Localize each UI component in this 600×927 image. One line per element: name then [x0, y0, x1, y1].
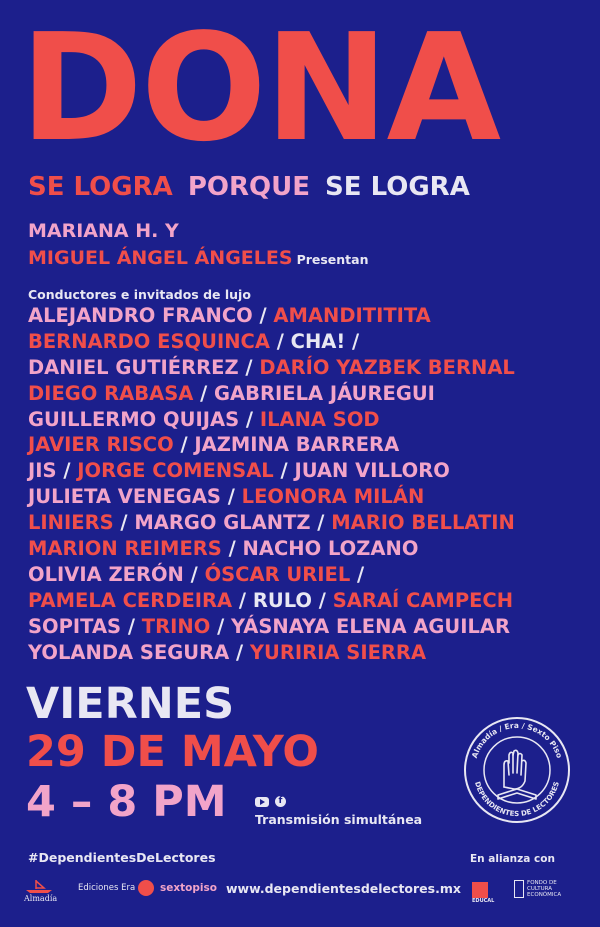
- tagline-part-3: SE LOGRA: [325, 172, 470, 202]
- guest-name: PAMELA CERDEIRA: [28, 588, 233, 612]
- guest-name: NACHO LOZANO: [242, 537, 419, 561]
- educal-text: EDUCAL: [472, 898, 495, 904]
- guest-name: YURIRIA SIERRA: [249, 640, 427, 664]
- guest-name: BERNARDO ESQUINCA: [28, 329, 270, 353]
- guest-name: GUILLERMO QUIJAS: [28, 407, 240, 431]
- almadia-logo[interactable]: [24, 878, 60, 904]
- separator: /: [252, 304, 274, 327]
- guest-name: MARGO GLANTZ: [134, 511, 311, 535]
- guest-name: DARÍO YAZBEK BERNAL: [259, 355, 515, 379]
- presentan-label: Presentan: [296, 252, 369, 267]
- event-date: 29 DE MAYO: [26, 727, 319, 777]
- guest-name: DANIEL GUTIÉRREZ: [28, 355, 239, 379]
- fce-logo[interactable]: [514, 880, 580, 898]
- separator: /: [183, 562, 205, 586]
- separator: /: [345, 329, 360, 353]
- guest-name: SOPITAS: [28, 614, 122, 638]
- guest-name: LINIERS: [28, 511, 114, 535]
- separator: /: [232, 588, 253, 612]
- guest-row: [28, 381, 588, 407]
- guest-row: [28, 329, 588, 355]
- guest-name: CHA!: [290, 329, 346, 353]
- guest-name: GABRIELA JÁUREGUI: [214, 381, 435, 405]
- guest-name: DIEGO RABASA: [28, 381, 194, 405]
- guest-name: LEONORA MILÁN: [241, 485, 425, 509]
- facebook-icon[interactable]: f: [275, 796, 286, 807]
- guest-name: JUAN VILLORO: [294, 459, 450, 483]
- guest-row: [28, 355, 588, 381]
- guest-name: RULO: [252, 588, 313, 612]
- guest-name: MARION REIMERS: [28, 537, 222, 561]
- separator: /: [312, 588, 333, 612]
- guest-name: JAVIER RISCO: [28, 433, 174, 457]
- guest-name: JULIETA VENEGAS: [28, 485, 221, 509]
- era-circle-icon: [138, 880, 154, 896]
- separator: /: [173, 433, 195, 457]
- guest-name: MARIO BELLATIN: [331, 511, 515, 535]
- almadia-text: Almadía: [24, 894, 58, 903]
- educal-logo[interactable]: [472, 882, 495, 904]
- guest-name: YOLANDA SEGURA: [28, 640, 230, 664]
- guest-row: [28, 510, 588, 536]
- boat-icon: [24, 878, 54, 894]
- sextopiso-logo[interactable]: sextopiso: [160, 882, 217, 894]
- event-time: 4 – 8 PM: [26, 777, 227, 827]
- separator: /: [229, 640, 250, 664]
- era-logo[interactable]: [78, 880, 154, 896]
- separator: /: [239, 407, 260, 431]
- host-line-1: MARIANA H. Y: [28, 220, 179, 242]
- footer-logos: [20, 876, 580, 906]
- guest-row: [28, 484, 588, 510]
- separator: /: [121, 614, 142, 638]
- guest-name: AMANDITITITA: [273, 304, 431, 327]
- separator: /: [350, 562, 365, 586]
- svg-text:Almadía / Era / Sexto Piso: [470, 721, 564, 759]
- separator: /: [269, 329, 291, 353]
- stream-text: Transmisión simultánea: [255, 812, 423, 827]
- guest-name: JAZMINA BARRERA: [194, 433, 400, 457]
- separator: /: [56, 459, 78, 483]
- host-line-2: [28, 245, 369, 273]
- guest-row: [28, 303, 588, 329]
- tagline-part-2: PORQUE: [187, 172, 310, 202]
- separator: /: [310, 511, 332, 535]
- guest-name: ALEJANDRO FRANCO: [28, 304, 253, 327]
- separator: /: [193, 381, 215, 405]
- hosts: [28, 218, 369, 273]
- guest-row: [28, 588, 588, 614]
- separator: /: [113, 511, 135, 535]
- guest-name: JORGE COMENSAL: [77, 459, 274, 483]
- separator: /: [273, 459, 295, 483]
- separator: /: [221, 537, 243, 561]
- website-link[interactable]: www.dependientesdelectores.mx: [226, 881, 461, 896]
- poster-title: DONA: [20, 2, 500, 174]
- seal-top-text: Almadía / Era / Sexto Piso: [469, 720, 565, 760]
- guest-row: [28, 640, 588, 666]
- hashtag: #DependientesDeLectores: [28, 850, 216, 865]
- guest-name: ILANA SOD: [259, 407, 380, 431]
- tagline-part-1: SE LOGRA: [28, 172, 173, 202]
- event-day: VIERNES: [26, 679, 235, 729]
- fce-icon: [514, 880, 524, 898]
- guest-name: YÁSNAYA ELENA AGUILAR: [230, 614, 511, 638]
- guest-row: [28, 614, 588, 640]
- guest-name: ÓSCAR URIEL: [204, 562, 351, 586]
- seal-bottom-text: DEPENDIENTES DE LECTORES: [473, 780, 561, 819]
- guests-list: [28, 303, 588, 665]
- guest-name: JIS: [28, 459, 57, 483]
- guests-title: Conductores e invitados de lujo: [28, 287, 251, 302]
- guest-row: [28, 562, 588, 588]
- fce-text: FONDO DE CULTURA ECONÓMICA: [527, 880, 562, 898]
- youtube-icon[interactable]: [255, 797, 269, 807]
- guest-name: OLIVIA ZERÓN: [28, 562, 184, 586]
- tagline: [28, 172, 476, 202]
- guest-name: SARAÍ CAMPECH: [332, 588, 514, 612]
- guest-row: [28, 458, 588, 484]
- separator: /: [238, 355, 260, 379]
- era-text: Ediciones Era: [78, 883, 136, 893]
- guest-name: TRINO: [141, 614, 211, 638]
- guest-row: [28, 407, 588, 433]
- alliance-label: En alianza con: [470, 853, 555, 865]
- separator: /: [220, 485, 242, 509]
- dependientes-seal-icon: [462, 715, 572, 825]
- separator: /: [210, 614, 231, 638]
- host-name-2: MIGUEL ÁNGEL ÁNGELES: [28, 247, 293, 269]
- guest-row: [28, 432, 588, 458]
- stream-icons: [255, 796, 286, 807]
- guest-row: [28, 536, 588, 562]
